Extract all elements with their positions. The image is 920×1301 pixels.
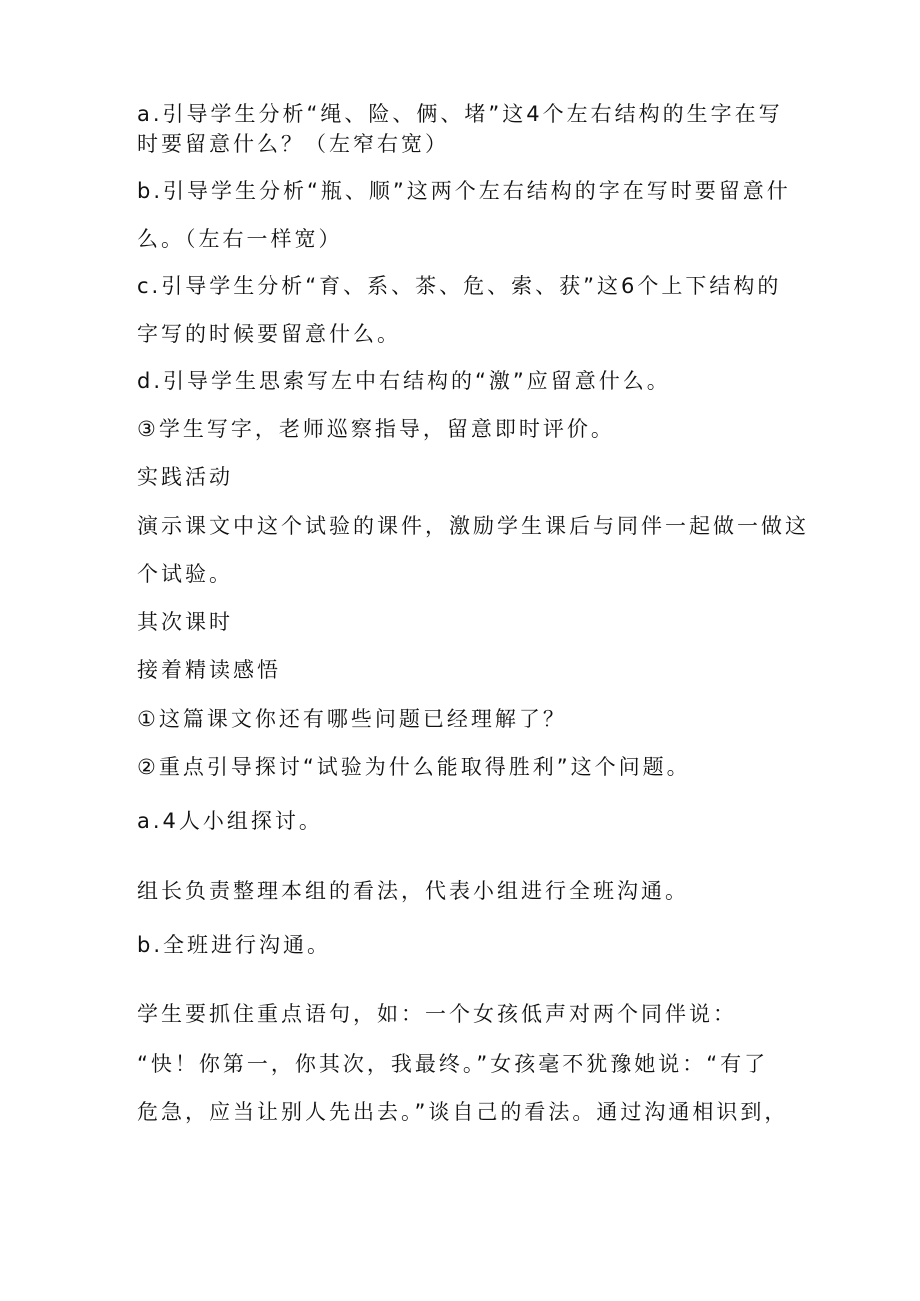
text-line: a.引导学生分析“绳、险、俩、堵”这4个左右结构的生字在写	[137, 102, 783, 126]
text-line: “快！你第一，你其次，我最终。”女孩毫不犹豫她说：“有了	[137, 1052, 769, 1076]
text-line: c.引导学生分析“育、系、茶、危、索、获”这6个上下结构的	[137, 274, 782, 298]
text-line: ③学生写字，老师巡察指导，留意即时评价。	[137, 417, 615, 441]
text-line: ②重点引导探讨“试验为什么能取得胜利”这个问题。	[137, 755, 691, 779]
text-line: 危急，应当让别人先出去。”谈自己的看法。通过沟通相识到，	[137, 1100, 789, 1124]
text-line: 演示课文中这个试验的课件，激励学生课后与同伴一起做一做这	[137, 514, 809, 538]
text-line: ①这篇课文你还有哪些问题已经理解了？	[137, 707, 567, 731]
text-line: d.引导学生思索写左中右结构的“激”应留意什么。	[137, 369, 671, 393]
text-line: b.引导学生分析“瓶、顺”这两个左右结构的字在写时要留意什	[137, 179, 791, 203]
text-line: 组长负责整理本组的看法，代表小组进行全班沟通。	[137, 879, 689, 903]
section-heading: 其次课时	[137, 610, 233, 634]
section-heading: 接着精读感悟	[137, 658, 281, 682]
text-line: 时要留意什么？（左窄右宽）	[137, 132, 449, 156]
text-line: 字写的时候要留意什么。	[137, 322, 401, 346]
text-line: b.全班进行沟通。	[137, 933, 332, 957]
text-line: 个试验。	[137, 562, 233, 586]
text-line: 学生要抓住重点语句，如：一个女孩低声对两个同伴说：	[137, 1002, 737, 1026]
section-heading: 实践活动	[137, 465, 233, 489]
text-line: 么。（左右一样宽）	[137, 227, 343, 251]
text-line: a.4人小组探讨。	[137, 809, 323, 833]
